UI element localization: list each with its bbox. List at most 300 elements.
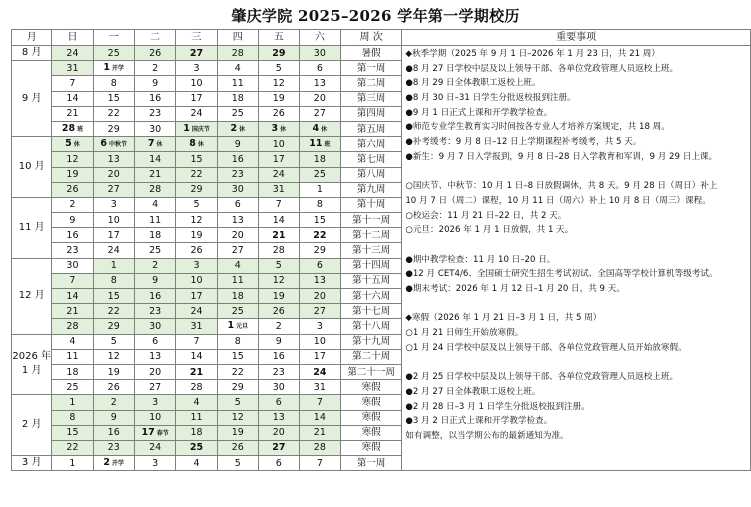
day-number: 4 <box>69 336 76 348</box>
day-cell <box>217 380 258 395</box>
day-number: 23 <box>149 305 162 317</box>
day-number: 28 <box>61 123 76 135</box>
day-cell <box>52 440 93 455</box>
day-number: 7 <box>316 396 323 408</box>
day-number: 23 <box>272 366 285 378</box>
day-number: 16 <box>149 290 162 302</box>
day-cell <box>258 319 299 334</box>
day-number: 19 <box>231 427 244 439</box>
day-cell <box>299 137 340 152</box>
day-number: 24 <box>149 442 162 454</box>
day-number: 20 <box>107 169 120 181</box>
day-number: 2 <box>230 123 238 135</box>
day-number: 21 <box>272 229 286 241</box>
day-cell <box>299 334 340 349</box>
header-fri: 五 <box>258 30 299 46</box>
day-number: 2 <box>103 457 111 469</box>
week-label: 寒假 <box>340 425 401 440</box>
note-item: ●师范专业学生教育实习时间按各专业人才培养方案规定，共 18 周。 <box>405 122 670 133</box>
day-number: 28 <box>190 381 203 393</box>
day-annotation: 班 <box>324 141 331 149</box>
day-annotation: 休 <box>321 126 328 134</box>
day-number: 1 <box>69 396 76 408</box>
week-label: 第六周 <box>340 137 401 152</box>
day-cell <box>134 228 175 243</box>
day-cell <box>258 167 299 182</box>
day-number: 31 <box>272 184 285 196</box>
day-cell <box>176 334 217 349</box>
day-number: 18 <box>313 153 326 165</box>
day-number: 30 <box>272 381 285 393</box>
day-number: 27 <box>107 184 120 196</box>
day-number: 1 <box>316 184 323 196</box>
day-cell <box>176 167 217 182</box>
day-cell <box>176 304 217 319</box>
note-item: ●3 月 2 日正式上课和开学教学检查。 <box>405 416 553 427</box>
day-number: 25 <box>313 169 326 181</box>
day-cell <box>217 91 258 106</box>
day-number: 5 <box>275 260 282 272</box>
day-number: 22 <box>313 229 327 241</box>
day-cell <box>176 440 217 455</box>
day-number: 2 <box>152 62 159 74</box>
day-cell <box>299 380 340 395</box>
day-cell <box>299 213 340 228</box>
day-number: 27 <box>231 245 244 257</box>
day-cell <box>217 197 258 212</box>
day-number: 13 <box>272 412 285 424</box>
day-number: 10 <box>190 275 203 287</box>
header-sat: 六 <box>299 30 340 46</box>
day-number: 31 <box>313 381 326 393</box>
month-cell: 3 月 <box>12 456 52 471</box>
day-cell <box>176 61 217 76</box>
day-cell <box>299 349 340 364</box>
day-annotation: 元旦 <box>236 323 249 331</box>
day-number: 10 <box>272 138 285 150</box>
month-cell: 9 月 <box>12 61 52 137</box>
day-number: 22 <box>190 169 203 181</box>
day-cell <box>176 91 217 106</box>
day-cell <box>176 121 217 136</box>
day-number: 25 <box>149 245 162 257</box>
note-item: ●8 月 30 日–31 日学生分批返校报到注册。 <box>405 93 576 104</box>
day-cell <box>93 152 134 167</box>
day-number: 20 <box>313 290 326 302</box>
day-number: 2 <box>110 396 117 408</box>
day-cell <box>93 121 134 136</box>
day-number: 26 <box>272 108 285 120</box>
day-cell <box>299 106 340 121</box>
day-number: 16 <box>66 229 79 241</box>
day-number: 12 <box>107 351 120 363</box>
month-cell: 8 月 <box>12 46 52 61</box>
day-number: 18 <box>231 290 244 302</box>
note-item: ●12 月 CET4/6、全国硕士研究生招生考试初试、全国高等学校计算机等级考试。 <box>405 269 718 280</box>
day-number: 12 <box>231 412 244 424</box>
day-number: 13 <box>313 77 326 89</box>
day-cell <box>258 121 299 136</box>
day-cell <box>134 273 175 288</box>
day-number: 26 <box>272 305 285 317</box>
day-cell <box>258 395 299 410</box>
day-cell <box>299 91 340 106</box>
day-number: 9 <box>152 77 159 89</box>
week-label: 第一周 <box>340 456 401 471</box>
day-number: 17 <box>107 229 120 241</box>
day-number: 30 <box>149 320 162 332</box>
day-number: 19 <box>66 169 79 181</box>
day-cell <box>217 137 258 152</box>
day-cell <box>217 304 258 319</box>
day-number: 26 <box>231 442 244 454</box>
day-cell <box>217 167 258 182</box>
day-number: 20 <box>231 229 244 241</box>
day-cell <box>299 121 340 136</box>
note-item: ○1 月 24 日学校中层及以上领导干部、各单位党政管理人员开始放寒假。 <box>405 342 687 353</box>
day-number: 30 <box>231 184 244 196</box>
day-number: 6 <box>275 396 282 408</box>
day-number: 26 <box>107 381 120 393</box>
day-number: 28 <box>313 442 326 454</box>
day-number: 19 <box>272 93 285 105</box>
day-cell <box>93 273 134 288</box>
day-number: 5 <box>193 199 200 211</box>
day-number: 14 <box>313 412 326 424</box>
day-number: 9 <box>110 412 117 424</box>
day-number: 6 <box>275 457 282 469</box>
day-number: 12 <box>272 77 285 89</box>
day-number: 15 <box>66 427 79 439</box>
day-number: 11 <box>149 214 162 226</box>
day-cell <box>299 152 340 167</box>
day-annotation: 开学 <box>112 65 125 73</box>
day-number: 11 <box>190 412 203 424</box>
day-number: 25 <box>189 442 204 454</box>
day-number: 7 <box>275 199 282 211</box>
day-number: 25 <box>107 47 120 59</box>
header-wed: 三 <box>176 30 217 46</box>
day-cell <box>93 228 134 243</box>
week-label: 第十五周 <box>340 273 401 288</box>
day-number: 17 <box>190 290 203 302</box>
day-number: 27 <box>189 47 204 59</box>
day-number: 3 <box>110 199 117 211</box>
day-number: 21 <box>149 169 162 181</box>
header-thu: 四 <box>217 30 258 46</box>
day-cell <box>299 61 340 76</box>
note-item: ◆秋季学期（2025 年 9 月 1 日–2026 年 1 月 23 日，共 21 周） <box>405 49 660 59</box>
month-cell: 11 月 <box>12 197 52 258</box>
day-number: 12 <box>66 153 79 165</box>
day-cell <box>217 76 258 91</box>
day-cell <box>258 243 299 258</box>
day-annotation: 休 <box>239 126 246 134</box>
day-number: 5 <box>110 336 117 348</box>
day-annotation: 休 <box>197 141 204 149</box>
table-row <box>12 46 751 61</box>
month-cell: 2 月 <box>12 395 52 456</box>
day-cell <box>93 319 134 334</box>
day-cell <box>176 410 217 425</box>
day-cell <box>134 61 175 76</box>
week-label: 第十四周 <box>340 258 401 273</box>
day-annotation: 开学 <box>112 460 125 468</box>
day-number: 24 <box>66 47 79 59</box>
day-cell <box>134 440 175 455</box>
day-number: 22 <box>66 442 79 454</box>
day-cell <box>176 152 217 167</box>
week-label: 第十三周 <box>340 243 401 258</box>
day-number: 22 <box>107 108 120 120</box>
day-cell <box>93 76 134 91</box>
day-number: 7 <box>316 457 323 469</box>
day-number: 14 <box>149 153 162 165</box>
day-number: 13 <box>313 275 326 287</box>
day-number: 23 <box>107 442 120 454</box>
day-number: 29 <box>107 320 120 332</box>
week-label: 寒假 <box>340 440 401 455</box>
day-cell <box>134 106 175 121</box>
day-number: 9 <box>275 336 282 348</box>
note-spacer <box>405 238 750 253</box>
day-cell <box>217 349 258 364</box>
day-number: 31 <box>190 320 203 332</box>
day-cell <box>52 319 93 334</box>
day-cell <box>217 46 258 61</box>
day-cell <box>93 182 134 197</box>
day-number: 4 <box>193 396 200 408</box>
day-cell <box>217 289 258 304</box>
week-label: 第十二周 <box>340 228 401 243</box>
day-cell <box>93 61 134 76</box>
day-number: 8 <box>69 412 76 424</box>
day-number: 5 <box>275 62 282 74</box>
day-cell <box>52 243 93 258</box>
day-number: 7 <box>193 336 200 348</box>
day-cell <box>258 137 299 152</box>
day-cell <box>134 349 175 364</box>
week-label: 第四周 <box>340 106 401 121</box>
day-number: 26 <box>66 184 79 196</box>
day-number: 24 <box>272 169 285 181</box>
header-month: 月 <box>12 30 52 46</box>
day-number: 25 <box>66 381 79 393</box>
day-cell <box>134 425 175 440</box>
day-cell <box>258 152 299 167</box>
day-cell <box>52 91 93 106</box>
day-cell <box>134 91 175 106</box>
day-cell <box>134 410 175 425</box>
week-label: 第十八周 <box>340 319 401 334</box>
day-cell <box>299 289 340 304</box>
week-label: 第八周 <box>340 167 401 182</box>
day-number: 26 <box>190 245 203 257</box>
day-annotation: 班 <box>77 126 84 134</box>
day-annotation: 春节 <box>156 429 169 437</box>
day-number: 18 <box>231 93 244 105</box>
week-label: 第九周 <box>340 182 401 197</box>
day-number: 6 <box>100 138 108 150</box>
day-cell <box>134 304 175 319</box>
day-cell <box>52 425 93 440</box>
day-number: 3 <box>271 123 279 135</box>
note-item: ●8 月 27 日学校中层及以上领导干部、各单位党政管理人员返校上班。 <box>405 63 679 74</box>
day-cell <box>52 137 93 152</box>
note-item: 如有调整，以当学期公布的最新通知为准。 <box>405 430 569 441</box>
day-cell <box>93 167 134 182</box>
day-cell <box>93 425 134 440</box>
week-label: 第十六周 <box>340 289 401 304</box>
week-label: 第十七周 <box>340 304 401 319</box>
day-cell <box>52 273 93 288</box>
day-cell <box>134 395 175 410</box>
day-number: 24 <box>107 245 120 257</box>
day-cell <box>217 410 258 425</box>
day-cell <box>258 106 299 121</box>
day-number: 16 <box>107 427 120 439</box>
day-cell <box>176 228 217 243</box>
day-cell <box>52 304 93 319</box>
day-cell <box>93 106 134 121</box>
day-cell <box>217 121 258 136</box>
day-cell <box>134 243 175 258</box>
day-number: 3 <box>193 62 200 74</box>
day-cell <box>217 440 258 455</box>
day-number: 19 <box>190 229 203 241</box>
day-number: 15 <box>107 93 120 105</box>
day-number: 8 <box>316 199 323 211</box>
day-cell <box>93 213 134 228</box>
day-cell <box>299 364 340 379</box>
note-item: ●补考缓考：9 月 8 日–12 日上学期课程补考缓考，共 5 天。 <box>405 137 642 148</box>
day-number: 8 <box>189 138 196 150</box>
day-cell <box>176 364 217 379</box>
header-tue: 二 <box>134 30 175 46</box>
day-cell <box>299 243 340 258</box>
day-number: 16 <box>272 351 285 363</box>
day-number: 19 <box>272 290 285 302</box>
day-cell <box>258 197 299 212</box>
day-number: 4 <box>234 260 241 272</box>
day-cell <box>176 395 217 410</box>
week-label: 寒假 <box>340 395 401 410</box>
day-number: 27 <box>313 305 326 317</box>
note-item: ●期中教学检查：11 月 10 日–20 日。 <box>405 254 556 265</box>
day-cell <box>217 243 258 258</box>
day-number: 3 <box>316 320 323 332</box>
day-cell <box>134 289 175 304</box>
day-number: 11 <box>66 351 79 363</box>
day-number: 23 <box>231 169 244 181</box>
day-cell <box>258 334 299 349</box>
day-number: 3 <box>152 457 159 469</box>
header-mon: 一 <box>93 30 134 46</box>
day-number: 21 <box>313 427 326 439</box>
day-cell <box>52 380 93 395</box>
day-cell <box>93 349 134 364</box>
day-cell <box>258 61 299 76</box>
day-cell <box>134 76 175 91</box>
day-cell <box>176 319 217 334</box>
day-cell <box>176 289 217 304</box>
week-label: 第十周 <box>340 197 401 212</box>
day-number: 27 <box>272 442 286 454</box>
day-number: 23 <box>66 245 79 257</box>
day-cell <box>52 258 93 273</box>
day-number: 21 <box>66 305 79 317</box>
day-cell <box>93 258 134 273</box>
day-number: 28 <box>272 245 285 257</box>
day-number: 29 <box>107 123 120 135</box>
month-cell: 12 月 <box>12 258 52 334</box>
note-spacer <box>405 355 750 370</box>
day-cell <box>299 304 340 319</box>
day-cell <box>134 364 175 379</box>
day-cell <box>217 319 258 334</box>
day-cell <box>217 152 258 167</box>
day-cell <box>52 106 93 121</box>
day-cell <box>217 395 258 410</box>
day-number: 11 <box>231 77 244 89</box>
day-number: 3 <box>193 260 200 272</box>
day-number: 17 <box>190 93 203 105</box>
note-item: 10 月 7 日（周二）课程，10 月 11 日（周六）补上 10 月 8 日（周三）课程。 <box>405 195 711 206</box>
day-number: 15 <box>313 214 326 226</box>
day-cell <box>217 425 258 440</box>
week-label: 寒假 <box>340 380 401 395</box>
day-cell <box>52 46 93 61</box>
day-cell <box>93 395 134 410</box>
day-cell <box>52 61 93 76</box>
day-number: 6 <box>316 62 323 74</box>
important-notes-panel <box>402 46 751 471</box>
day-number: 27 <box>149 381 162 393</box>
day-number: 10 <box>190 77 203 89</box>
day-cell <box>93 46 134 61</box>
day-number: 4 <box>193 457 200 469</box>
day-cell <box>93 91 134 106</box>
day-cell <box>134 167 175 182</box>
day-cell <box>299 273 340 288</box>
day-number: 12 <box>272 275 285 287</box>
day-annotation: 休 <box>156 141 163 149</box>
day-number: 17 <box>272 153 285 165</box>
day-number: 6 <box>152 336 159 348</box>
day-number: 5 <box>234 457 241 469</box>
day-cell <box>52 289 93 304</box>
day-number: 18 <box>190 427 203 439</box>
day-number: 7 <box>69 275 76 287</box>
day-number: 15 <box>190 153 203 165</box>
day-number: 4 <box>312 123 320 135</box>
day-annotation: 中秋节 <box>109 141 128 149</box>
day-annotation: 国庆节 <box>191 126 210 134</box>
day-cell <box>52 152 93 167</box>
day-cell <box>93 243 134 258</box>
day-cell <box>134 137 175 152</box>
day-cell <box>299 410 340 425</box>
day-number: 28 <box>231 47 244 59</box>
day-number: 11 <box>309 138 323 150</box>
note-item: ○国庆节、中秋节：10 月 1 日–8 日放假调休，共 8 天。9 月 28 日（周日）补上 <box>405 181 718 192</box>
day-cell <box>299 46 340 61</box>
day-cell <box>176 197 217 212</box>
day-number: 11 <box>231 275 244 287</box>
day-number: 30 <box>313 47 326 59</box>
day-cell <box>134 380 175 395</box>
day-cell <box>176 273 217 288</box>
